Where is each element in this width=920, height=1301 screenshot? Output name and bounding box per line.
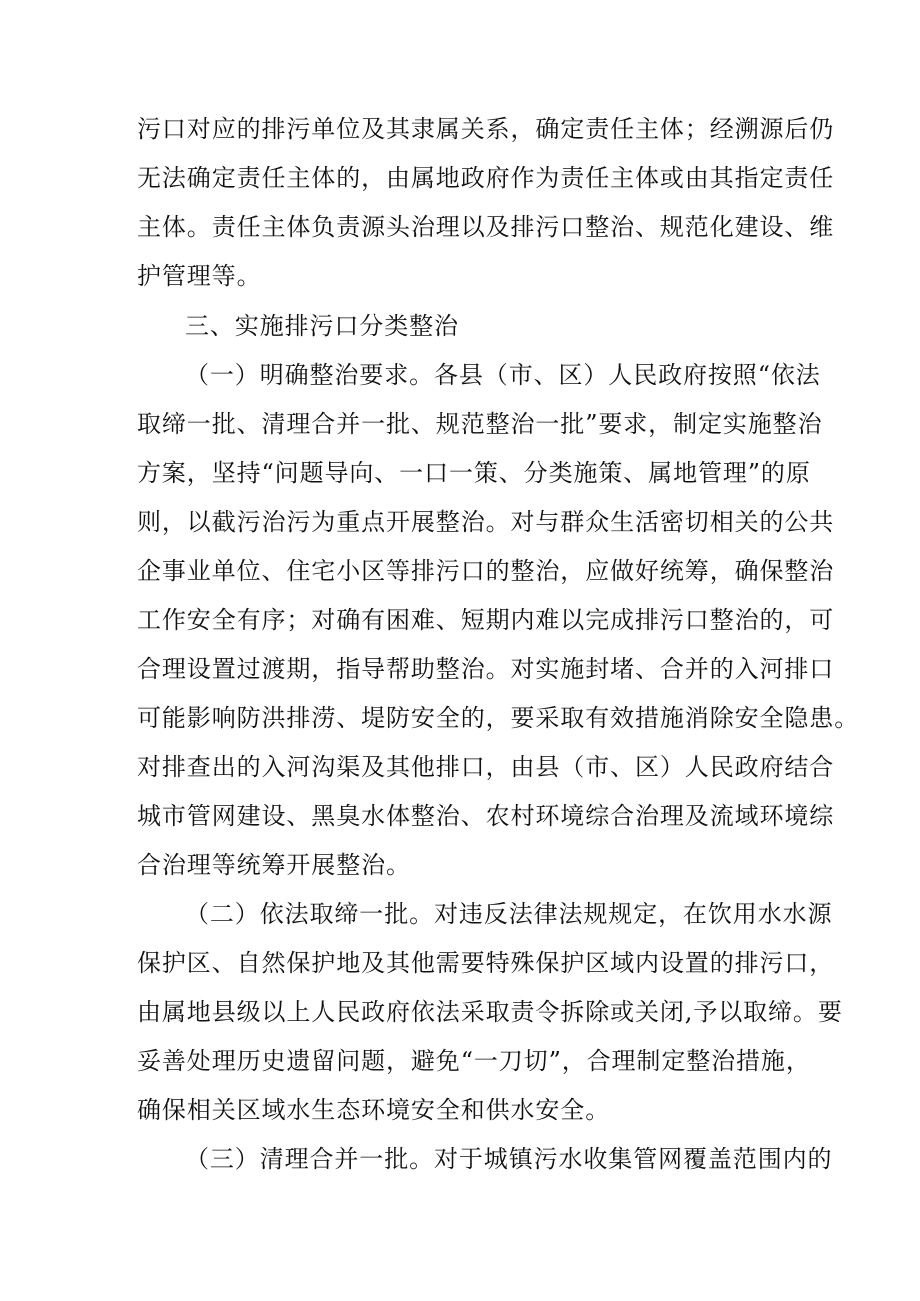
text-line: 工作安全有序；对确有困难、短期内难以完成排污口整治的，可 [137,606,835,634]
text-line: 可能影响防洪排涝、堤防安全的，要采取有效措施消除安全隐患。 [137,704,860,732]
text-line: 无法确定责任主体的，由属地政府作为责任主体或由其指定责任 [137,164,835,192]
text-line: 合理设置过渡期，指导帮助整治。对实施封堵、合并的入河排口 [137,655,835,683]
text-line: 企事业单位、住宅小区等排污口的整治，应做好统筹，确保整治 [137,557,835,585]
text-line: 主体。责任主体负责源头治理以及排污口整治、规范化建设、维 [137,213,835,241]
text-line: 城市管网建设、黑臭水体整治、农村环境综合治理及流域环境综 [137,802,835,830]
text-line: 取缔一批、清理合并一批、规范整治一批”要求，制定实施整治 [137,410,823,438]
text-line: 方案，坚持“问题导向、一口一策、分类施策、属地管理”的原 [137,459,811,487]
text-line: 护管理等。 [137,262,262,290]
text-line: 保护区、自然保护地及其他需要特殊保护区域内设置的排污口， [137,949,835,977]
text-line: 污口对应的排污单位及其隶属关系，确定责任主体；经溯源后仍 [137,115,835,143]
text-line: 合治理等统筹开展整治。 [137,851,411,879]
text-line: （三）清理合并一批。对于城镇污水收集管网覆盖范围内的 [185,1145,833,1173]
text-line: 妥善处理历史遗留问题，避免“一刀切”，合理制定整治措施， [137,1047,811,1075]
text-line: （二）依法取缔一批。对违反法律法规规定，在饮用水水源 [185,900,833,928]
text-line: 确保相关区域水生态环境安全和供水安全。 [137,1096,611,1124]
text-line: 则，以截污治污为重点开展整治。对与群众生活密切相关的公共 [137,508,835,536]
text-line: 对排查出的入河沟渠及其他排口，由县（市、区）人民政府结合 [137,753,835,781]
section-heading: 三、实施排污口分类整治 [185,312,459,340]
text-line: 由属地县级以上人民政府依法采取责令拆除或关闭,予以取缔。要 [137,998,843,1026]
text-line: （一）明确整治要求。各县（市、区）人民政府按照“依法 [185,361,821,389]
